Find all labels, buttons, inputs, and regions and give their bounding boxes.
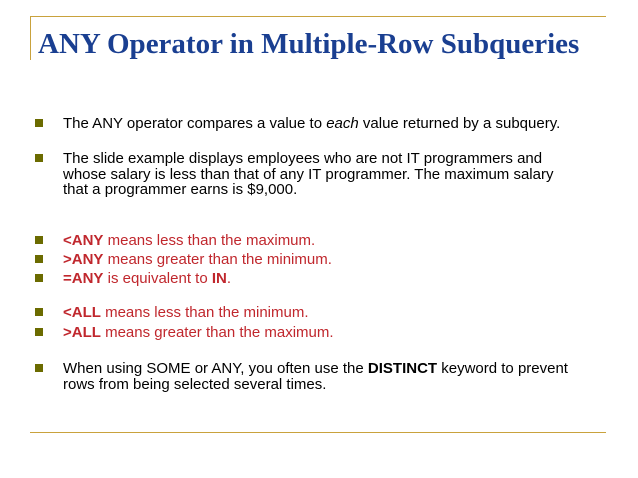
bullet-equal-any: =ANY is equivalent to IN. — [35, 271, 580, 287]
square-bullet-icon — [35, 154, 43, 162]
square-bullet-icon — [35, 119, 43, 127]
slide-title: ANY Operator in Multiple-Row Subqueries — [38, 28, 580, 60]
square-bullet-icon — [35, 364, 43, 372]
keyword-distinct: DISTINCT — [367, 360, 438, 377]
square-bullet-icon — [35, 255, 43, 263]
bullet-greater-than-any: >ANY means greater than the minimum. — [35, 252, 580, 268]
square-bullet-icon — [35, 274, 43, 282]
bullet-greater-than-all: >ALL means greater than the maximum. — [35, 325, 580, 341]
operator-equal-any: =ANY — [63, 270, 104, 287]
bullet-slide-example: The slide example displays employees who are not IT programmers and whose salary is less than that of any IT programmer. The maximum salary that a programmer earns is $9,000. — [35, 151, 580, 198]
emphasis-each: each — [326, 115, 359, 132]
operator-in: IN — [211, 270, 227, 287]
square-bullet-icon — [35, 236, 43, 244]
title-left-rule — [30, 16, 31, 60]
bottom-rule — [30, 432, 606, 433]
square-bullet-icon — [35, 308, 43, 316]
top-rule — [30, 16, 606, 17]
operator-greater-all: >ALL — [63, 324, 101, 341]
operator-less-any: <ANY — [63, 232, 104, 249]
bullet-distinct-tip: When using SOME or ANY, you often use the DISTINCT keyword to prevent rows from being selected several times. — [35, 361, 580, 392]
operator-less-all: <ALL — [63, 304, 101, 321]
bullet-any-definition: The ANY operator compares a value to each value returned by a subquery. — [35, 116, 580, 132]
operator-greater-any: >ANY — [63, 251, 104, 268]
square-bullet-icon — [35, 328, 43, 336]
bullet-less-than-all: <ALL means less than the minimum. — [35, 305, 580, 321]
bullet-less-than-any: <ANY means less than the maximum. — [35, 233, 580, 249]
